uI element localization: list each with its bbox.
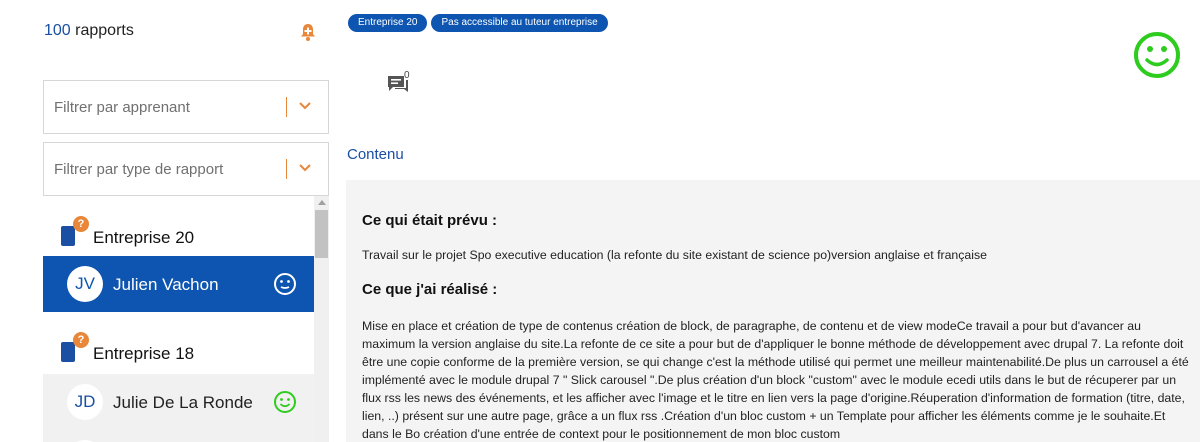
tag-list xyxy=(348,14,608,32)
question-badge-icon: ? xyxy=(73,332,89,348)
scrollbar-thumb[interactable] xyxy=(315,210,328,258)
learner-filter-placeholder: Filtrer par apprenant xyxy=(54,99,190,116)
tag-company: Entreprise 20 xyxy=(348,14,427,32)
report-count-label: rapports xyxy=(70,22,134,39)
company-name: Entreprise 20 xyxy=(93,228,195,247)
avatar: JD xyxy=(67,384,103,420)
done-heading: Ce que j'ai réalisé : xyxy=(362,281,498,298)
learner-list-item[interactable] xyxy=(43,430,314,442)
done-text: Mise en place et création de type de contenus création de block, de paragraphe, de contenu et de view modeCe travail a pour but d'avancer au maximum la version anglaise du site.La refonte de ce site a pour but de d'appliquer le bonne méthode de développement avec drupal 7. La refonte doit être une copie conforme de la première version, se qui change c'est la méthode utilisé qui permet une meilleur maintenabilité.De plus un carrousel a été implémenté avec le module drupal 7 " Slick carousel ".De plus création d'un block "custom" avec le module ecedi utils dans le but de récuperer par un flux rss les news des événements, et les afficher avec l'image et le titre en lien vers la page d'origine.Réuperation d'information de formation (titre, date, lien, ..) présent sur une autre page, grâce a un flux rss .Création d'un bloc custom + un Template pour afficher les éléments comme je le souhaite.Et dans le Bo création d'une entrée de context pour le positionnement de mon bloc custom xyxy=(362,319,1189,441)
company-group-header[interactable] xyxy=(43,196,314,256)
chevron-down-icon[interactable] xyxy=(298,99,312,113)
learner-filter-select[interactable] xyxy=(43,80,329,134)
happy-face-icon xyxy=(1133,31,1181,79)
learner-name: Julien Vachon xyxy=(113,275,219,294)
filter-separator xyxy=(286,159,287,179)
company-name: Entreprise 18 xyxy=(93,344,195,363)
company-group-header[interactable] xyxy=(43,312,314,372)
report-count-number: 100 xyxy=(44,22,71,39)
report-count xyxy=(44,22,134,40)
question-badge-icon: ? xyxy=(73,216,89,232)
document-icon xyxy=(61,342,75,362)
chevron-down-icon[interactable] xyxy=(298,161,312,175)
add-notification-icon[interactable] xyxy=(298,22,318,42)
report-type-filter-select[interactable] xyxy=(43,142,329,196)
planned-text: Travail sur le projet Spo executive education (la refonte du site existant de science po)version anglaise et française xyxy=(362,248,987,262)
report-type-filter-placeholder: Filtrer par type de rapport xyxy=(54,161,224,178)
learner-list-item-selected[interactable] xyxy=(43,256,314,312)
planned-heading: Ce qui était prévu : xyxy=(362,212,498,229)
tag-visibility: Pas accessible au tuteur entreprise xyxy=(431,14,607,32)
sidebar xyxy=(0,0,330,442)
happy-face-icon xyxy=(273,390,297,414)
comment-count: 0 xyxy=(404,70,410,81)
scroll-up-icon[interactable] xyxy=(318,200,326,205)
document-icon xyxy=(61,226,75,246)
report-list xyxy=(43,196,329,442)
neutral-face-icon xyxy=(273,272,297,296)
content-section-label: Contenu xyxy=(347,146,404,163)
filter-separator xyxy=(286,97,287,117)
learner-name: Julie De La Ronde xyxy=(113,393,253,412)
learner-list-item[interactable] xyxy=(43,374,314,430)
avatar: JV xyxy=(67,266,103,302)
report-content xyxy=(346,180,1200,442)
